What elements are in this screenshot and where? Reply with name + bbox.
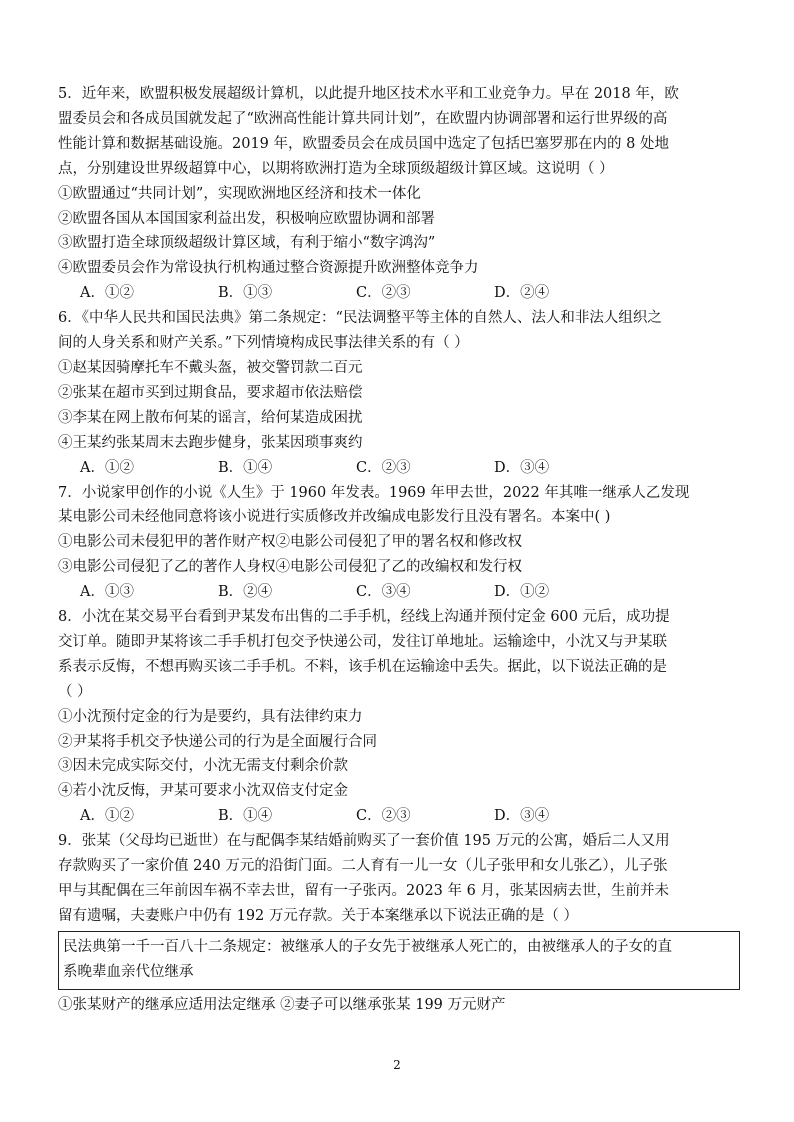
- option-b: B．①④: [218, 459, 273, 476]
- statement-item: ①小沈预付定金的行为是要约，具有法律约束力: [58, 708, 363, 725]
- statement-item: ①张某财产的继承应适用法定继承 ②妻子可以继承张某 199 万元财产: [58, 996, 506, 1013]
- stem-line: 5．近年来，欧盟积极发展超级计算机，以此提升地区技术水平和工业竞争力。早在 2018 年，欧: [58, 86, 679, 102]
- stem-line: 7．小说家甲创作的小说《人生》于 1960 年发表。1969 年甲去世，2022 年其唯一继承人乙发现: [58, 484, 690, 501]
- option-d: D．①②: [494, 584, 550, 601]
- question-8: [58, 605, 740, 829]
- stem-line: 盟委员会和各成员国就发起了“欧洲高性能计算共同计划”，在欧盟内协调部署和运行世界级的高: [58, 110, 668, 127]
- answer-options: [58, 456, 740, 481]
- answer-options: [58, 580, 740, 605]
- option-d: D．③④: [494, 459, 550, 476]
- page-number: 2: [393, 1058, 401, 1072]
- question-7: [58, 481, 740, 606]
- statement-item: ②张某在超市买到过期食品，要求超市依法赔偿: [58, 384, 363, 401]
- stem-line: 8．小沈在某交易平台看到尹某发布出售的二手手机，经线上沟通并预付定金 600 元后，成功提: [58, 609, 670, 626]
- stem-line: 甲与其配偶在三年前因车祸不幸去世，留有一子张丙。2023 年 6 月，张某因病去世，生前并未: [58, 883, 669, 899]
- option-b: B．①④: [218, 808, 273, 825]
- provision-line: 系晚辈血亲代位继承: [63, 963, 194, 980]
- stem-line: 6．《中华人民共和国民法典》第二条规定：“民法调整平等主体的自然人、法人和非法人组织之: [58, 310, 662, 327]
- answer-options: [58, 804, 740, 829]
- provision-line: 民法典第一千一百八十二条规定：被继承人的子女先于被继承人死亡的，由被继承人的子女的直: [63, 938, 672, 955]
- option-b: B．①③: [218, 285, 273, 302]
- option-c: C．②③: [356, 808, 411, 825]
- option-a: A．①②: [80, 808, 134, 825]
- option-a: A．①②: [80, 285, 134, 302]
- statement-item: ①赵某因骑摩托车不戴头盔，被交警罚款二百元: [58, 359, 363, 376]
- legal-provision-box: [58, 931, 740, 990]
- statement-item: ③李某在网上散布何某的谣言，给何某造成困扰: [58, 409, 363, 426]
- question-list: [58, 82, 740, 1018]
- option-c: C．③④: [356, 584, 411, 601]
- answer-options: [58, 281, 740, 306]
- option-b: B．②④: [218, 584, 273, 601]
- option-a: A．①②: [80, 459, 134, 476]
- statement-item: ②尹某将手机交予快递公司的行为是全面履行合同: [58, 733, 377, 750]
- stem-line: 留有遗嘱，夫妻账户中仍有 192 万元存款。关于本案继承以下说法正确的是（ ）: [58, 907, 579, 924]
- stem-line: 性能计算和数据基础设施。2019 年，欧盟委员会在成员国中选定了包括巴塞罗那在内的 8 处地: [58, 135, 669, 152]
- question-6: [58, 306, 740, 480]
- statement-item: ②欧盟各国从本国国家利益出发，积极响应欧盟协调和部署: [58, 210, 435, 227]
- stem-line: 点，分别建设世界级超算中心，以期将欧洲打造为全球顶级超级计算区域。这说明（ ）: [58, 160, 614, 177]
- statement-item: ③欧盟打造全球顶级超级计算区域，有利于缩小“数字鸿沟”: [58, 235, 436, 252]
- statement-item: ①欧盟通过“共同计划”，实现欧洲地区经济和技术一体化: [58, 185, 421, 202]
- statement-item: ④若小沈反悔，尹某可要求小沈双倍支付定金: [58, 783, 348, 800]
- stem-line: 9．张某（父母均已逝世）在与配偶李某结婚前购买了一套价值 195 万元的公寓，婚后二人又用: [58, 833, 670, 850]
- stem-line: 交订单。随即尹某将该二手手机打包交予快递公司，发往订单地址。运输途中，小沈又与尹某联: [58, 633, 667, 650]
- option-a: A．①③: [80, 584, 134, 601]
- stem-line: 间的人身关系和财产关系。”下列情境构成民事法律关系的有（ ）: [58, 335, 469, 352]
- option-c: C．②③: [356, 459, 411, 476]
- stem-line: 某电影公司未经他同意将该小说进行实质修改并改编成电影发行且没有署名。本案中( ): [58, 509, 611, 526]
- stem-line: 存款购买了一家价值 240 万元的沿街门面。二人育有一儿一女（儿子张甲和女儿张乙），儿子张: [58, 858, 668, 875]
- statement-item: ④欧盟委员会作为常设执行机构通过整合资源提升欧洲整体竞争力: [58, 260, 479, 277]
- stem-line: 系表示反悔，不想再购买该二手手机。不料，该手机在运输途中丢失。据此，以下说法正确的是: [58, 658, 667, 675]
- question-5: [58, 82, 740, 306]
- statement-item: ④王某约张某周末去跑步健身，张某因琐事爽约: [58, 434, 363, 451]
- statement-item: ③电影公司侵犯了乙的著作人身权④电影公司侵犯了乙的改编权和发行权: [58, 559, 522, 576]
- option-d: D．③④: [494, 808, 550, 825]
- option-c: C．②③: [356, 285, 411, 302]
- option-d: D．②④: [494, 285, 550, 302]
- statement-item: ①电影公司未侵犯甲的著作财产权②电影公司侵犯了甲的署名权和修改权: [58, 534, 522, 551]
- question-9: [58, 829, 740, 1017]
- statement-item: ③因未完成实际交付，小沈无需支付剩余价款: [58, 758, 348, 775]
- stem-line: （ ）: [58, 683, 92, 700]
